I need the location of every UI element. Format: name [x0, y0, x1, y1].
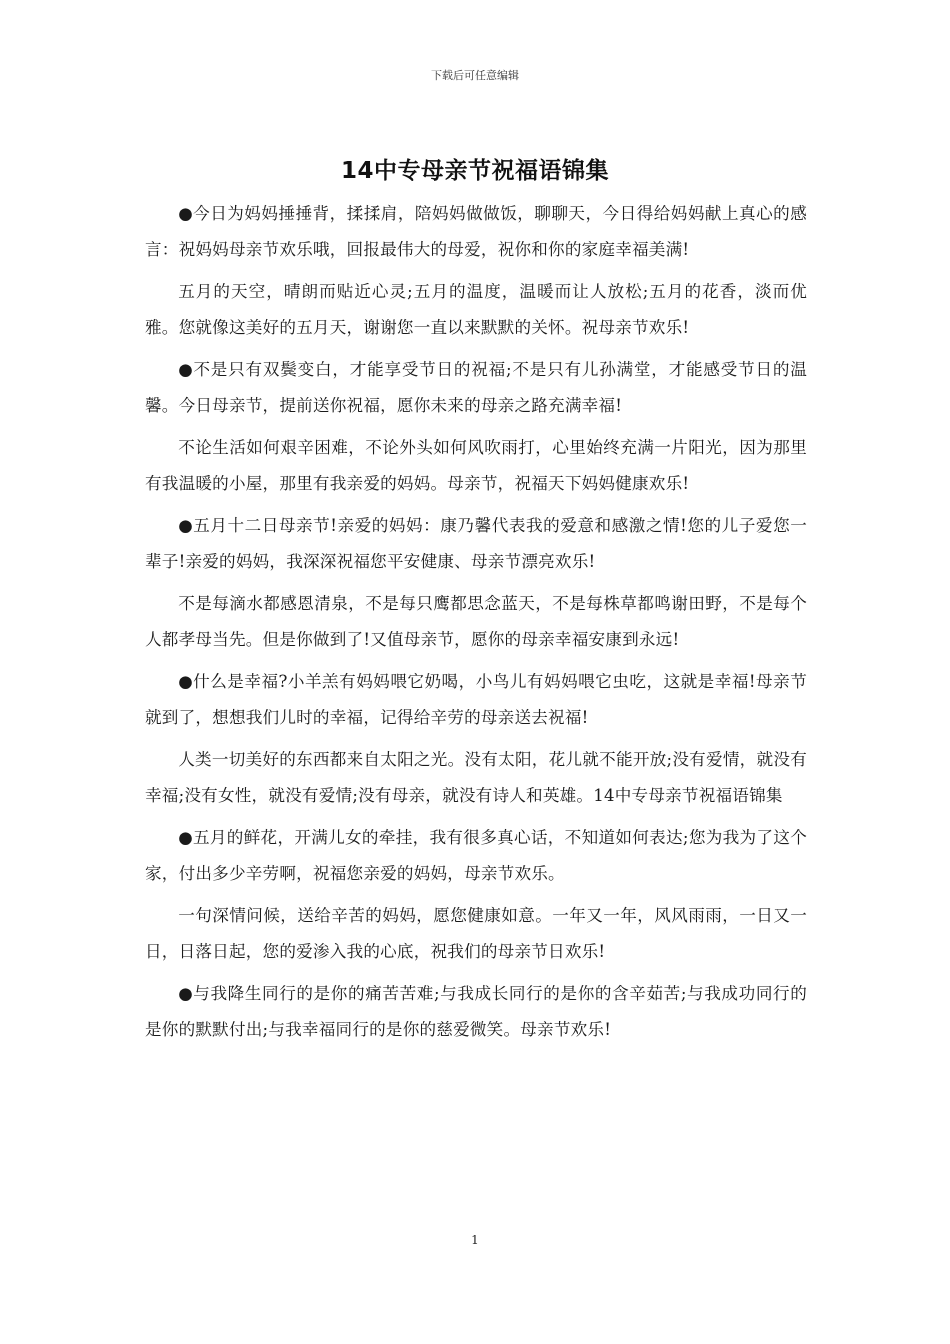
- paragraph: ●与我降生同行的是你的痛苦苦难;与我成长同行的是你的含辛茹苦;与我成功同行的是你的默默付出;与我幸福同行的是你的慈爱微笑。母亲节欢乐!: [145, 984, 807, 1039]
- paragraph: ●今日为妈妈捶捶背，揉揉肩，陪妈妈做做饭，聊聊天，今日得给妈妈献上真心的感言：祝妈妈母亲节欢乐哦，回报最伟大的母爱，祝你和你的家庭幸福美满!: [145, 204, 807, 259]
- paragraph: ●什么是幸福?小羊羔有妈妈喂它奶喝，小鸟儿有妈妈喂它虫吃，这就是幸福!母亲节就到了，想想我们儿时的幸福，记得给辛劳的母亲送去祝福!: [145, 672, 807, 727]
- page-header-note: 下载后可任意编辑: [431, 69, 519, 82]
- paragraph: 不是每滴水都感恩清泉，不是每只鹰都思念蓝天，不是每株草都鸣谢田野，不是每个人都孝母当先。但是你做到了!又值母亲节，愿你的母亲幸福安康到永远!: [145, 594, 807, 649]
- page-number: 1: [471, 1233, 479, 1247]
- paragraph: 人类一切美好的东西都来自太阳之光。没有太阳，花儿就不能开放;没有爱情，就没有幸福;没有女性，就没有爱情;没有母亲，就没有诗人和英雄。14中专母亲节祝福语锦集: [145, 750, 807, 805]
- document-body: [145, 196, 807, 1054]
- paragraph: 不论生活如何艰辛困难，不论外头如何风吹雨打，心里始终充满一片阳光，因为那里有我温暖的小屋，那里有我亲爱的妈妈。母亲节，祝福天下妈妈健康欢乐!: [145, 438, 807, 493]
- paragraph: ●不是只有双鬓变白，才能享受节日的祝福;不是只有儿孙满堂，才能感受节日的温馨。今日母亲节，提前送你祝福，愿你未来的母亲之路充满幸福!: [145, 360, 807, 415]
- document-title: 14中专母亲节祝福语锦集: [340, 158, 609, 184]
- paragraph: ●五月十二日母亲节!亲爱的妈妈：康乃馨代表我的爱意和感激之情!您的儿子爱您一辈子!亲爱的妈妈，我深深祝福您平安健康、母亲节漂亮欢乐!: [145, 516, 807, 571]
- paragraph: 一句深情问候，送给辛苦的妈妈，愿您健康如意。一年又一年，风风雨雨，一日又一日，日落日起，您的爱渗入我的心底，祝我们的母亲节日欢乐!: [145, 906, 807, 961]
- paragraph: 五月的天空，晴朗而贴近心灵;五月的温度，温暖而让人放松;五月的花香，淡而优雅。您就像这美好的五月天，谢谢您一直以来默默的关怀。祝母亲节欢乐!: [145, 282, 807, 337]
- paragraph: ●五月的鲜花，开满儿女的牵挂，我有很多真心话，不知道如何表达;您为我为了这个家，付出多少辛劳啊，祝福您亲爱的妈妈，母亲节欢乐。: [145, 828, 807, 883]
